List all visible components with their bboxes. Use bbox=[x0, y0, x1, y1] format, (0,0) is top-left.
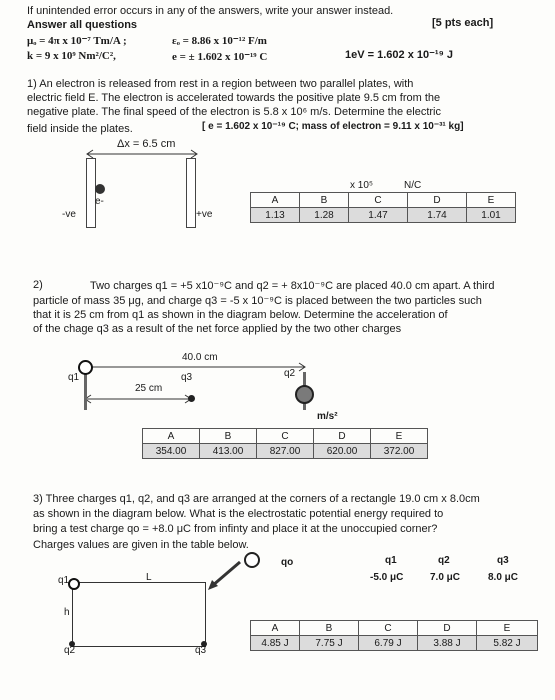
q3-header-e: E bbox=[477, 621, 538, 636]
eps0-constant: εₒ = 8.86 x 10⁻¹² F/m bbox=[172, 35, 267, 47]
q1-option-d[interactable]: 1.74 bbox=[408, 208, 467, 223]
q2-option-b[interactable]: 413.00 bbox=[200, 444, 257, 459]
q2-label: q2 bbox=[284, 368, 296, 379]
q1-charge-marker bbox=[78, 360, 93, 375]
q1-header-a: A bbox=[251, 193, 300, 208]
q3-q2-header: q2 bbox=[438, 555, 450, 566]
q3-q3-header: q3 bbox=[497, 555, 509, 566]
q3-q3-value: 8.0 μC bbox=[488, 572, 519, 583]
q1-multiplier: x 10⁵ bbox=[350, 180, 374, 191]
answer-all-label: Answer all questions bbox=[27, 19, 138, 31]
q1-text-line3: negative plate. The final speed of the electron is 5.8 x 10⁶ m/s. Determine the electric bbox=[27, 106, 441, 118]
distance-25cm-label: 25 cm bbox=[135, 383, 163, 394]
k-constant: k = 9 x 10⁹ Nm²/C², bbox=[27, 50, 116, 62]
q1-dx-arrow bbox=[85, 148, 200, 160]
q3-text-line3: bring a test charge qo = +8.0 μC from infinty and place it at the unoccupied corner? bbox=[33, 523, 438, 535]
q3-q1-header: q1 bbox=[385, 555, 397, 566]
e-constant: e = ± 1.602 x 10⁻¹⁹ C bbox=[172, 51, 268, 63]
q1-option-a[interactable]: 1.13 bbox=[251, 208, 300, 223]
negative-plate bbox=[86, 158, 96, 228]
q2-header-a: A bbox=[143, 429, 200, 444]
q2-option-d[interactable]: 620.00 bbox=[314, 444, 371, 459]
q1-header-d: D bbox=[408, 193, 467, 208]
q3-header-a: A bbox=[251, 621, 300, 636]
q2-number: 2) bbox=[33, 279, 43, 291]
mu0-constant: μₒ = 4π x 10⁻⁷ Tm/A ; bbox=[27, 35, 127, 47]
q1-header-c: C bbox=[349, 193, 408, 208]
q3-q1-label: q1 bbox=[58, 575, 70, 586]
q1-unit: N/C bbox=[404, 180, 422, 191]
length-label: L bbox=[146, 572, 152, 583]
q2-text-line2: particle of mass 35 μg, and charge q3 = -5 x 10⁻⁹C is placed between the two particles such bbox=[33, 295, 482, 307]
q3-option-a[interactable]: 4.85 J bbox=[251, 636, 300, 651]
q3-q2-label: q2 bbox=[64, 645, 76, 656]
q2-text-line1: Two charges q1 = +5 x10⁻⁹C and q2 = + 8x10⁻⁹C are placed 40.0 cm apart. A third bbox=[90, 280, 495, 292]
negative-plate-label: -ve bbox=[62, 209, 76, 220]
q3-option-b[interactable]: 7.75 J bbox=[300, 636, 359, 651]
q2-answer-table bbox=[142, 428, 428, 459]
q3-text-line2: as shown in the diagram below. What is the electrostatic potential energy required to bbox=[33, 508, 444, 520]
q1-option-c[interactable]: 1.47 bbox=[349, 208, 408, 223]
q1-header-e: E bbox=[467, 193, 516, 208]
q2-charge-ball bbox=[295, 385, 314, 404]
test-charge-arrow-icon bbox=[208, 558, 244, 590]
q3-q3-label: q3 bbox=[195, 645, 207, 656]
qo-label: qo bbox=[281, 557, 294, 568]
q2-header-e: E bbox=[371, 429, 428, 444]
q3-option-e[interactable]: 5.82 J bbox=[477, 636, 538, 651]
electron-dot bbox=[95, 184, 105, 194]
q2-text-line3: that it is 25 cm from q1 as shown in the diagram below. Determine the acceleration of bbox=[33, 309, 448, 321]
q3-q1-corner-marker bbox=[68, 578, 80, 590]
q1-header-b: B bbox=[300, 193, 349, 208]
distance-40cm-label: 40.0 cm bbox=[182, 352, 218, 363]
q1-text-line2: electric field E. The electron is accelerated towards the positive plate 9.5 cm from the bbox=[27, 92, 441, 104]
distance-25cm-arrow bbox=[82, 393, 194, 405]
q1-text-line4: field inside the plates. bbox=[27, 123, 133, 135]
distance-40cm-arrow bbox=[82, 361, 308, 373]
q1-label: q1 bbox=[68, 372, 80, 383]
q1-dx-label: Δx = 6.5 cm bbox=[117, 138, 176, 150]
q3-q1-value: -5.0 μC bbox=[370, 572, 404, 583]
test-charge-marker bbox=[244, 552, 260, 568]
q2-header-b: B bbox=[200, 429, 257, 444]
q1-given-values: [ e = 1.602 x 10⁻¹⁹ C; mass of electron = 9.11 x 10⁻³¹ kg] bbox=[202, 121, 464, 132]
electron-label: e- bbox=[95, 196, 104, 207]
positive-plate-label: +ve bbox=[196, 209, 213, 220]
q1-answer-table bbox=[250, 192, 516, 223]
points-label: [5 pts each] bbox=[432, 17, 494, 29]
q1-stand bbox=[84, 372, 87, 410]
q2-header-d: D bbox=[314, 429, 371, 444]
q3-header-b: B bbox=[300, 621, 359, 636]
q3-answer-table bbox=[250, 620, 538, 651]
q3-q2-value: 7.0 μC bbox=[430, 572, 461, 583]
q3-charge-dot bbox=[188, 395, 195, 402]
q3-label: q3 bbox=[181, 372, 193, 383]
q3-option-c[interactable]: 6.79 J bbox=[359, 636, 418, 651]
rectangle-diagram bbox=[72, 582, 206, 647]
q2-option-c[interactable]: 827.00 bbox=[257, 444, 314, 459]
positive-plate bbox=[186, 158, 196, 228]
q3-text-line1: 3) Three charges q1, q2, and q3 are arranged at the corners of a rectangle 19.0 cm x 8.0cm bbox=[33, 493, 480, 505]
q1-option-e[interactable]: 1.01 bbox=[467, 208, 516, 223]
q2-unit: m/s² bbox=[317, 411, 338, 422]
q1-option-b[interactable]: 1.28 bbox=[300, 208, 349, 223]
q3-option-d[interactable]: 3.88 J bbox=[418, 636, 477, 651]
height-label: h bbox=[64, 607, 70, 618]
q3-text-line4: Charges values are given in the table below. bbox=[33, 539, 249, 551]
instruction-text: If unintended error occurs in any of the answers, write your answer instead. bbox=[27, 5, 394, 17]
q1-text-line1: 1) An electron is released from rest in a region between two parallel plates, with bbox=[27, 78, 414, 90]
ev-constant: 1eV = 1.602 x 10⁻¹⁹ J bbox=[345, 49, 453, 61]
q2-option-a[interactable]: 354.00 bbox=[143, 444, 200, 459]
q3-header-c: C bbox=[359, 621, 418, 636]
q2-header-c: C bbox=[257, 429, 314, 444]
q2-option-e[interactable]: 372.00 bbox=[371, 444, 428, 459]
q3-header-d: D bbox=[418, 621, 477, 636]
q2-text-line4: of the chage q3 as a result of the net force applied by the two other charges bbox=[33, 323, 402, 335]
